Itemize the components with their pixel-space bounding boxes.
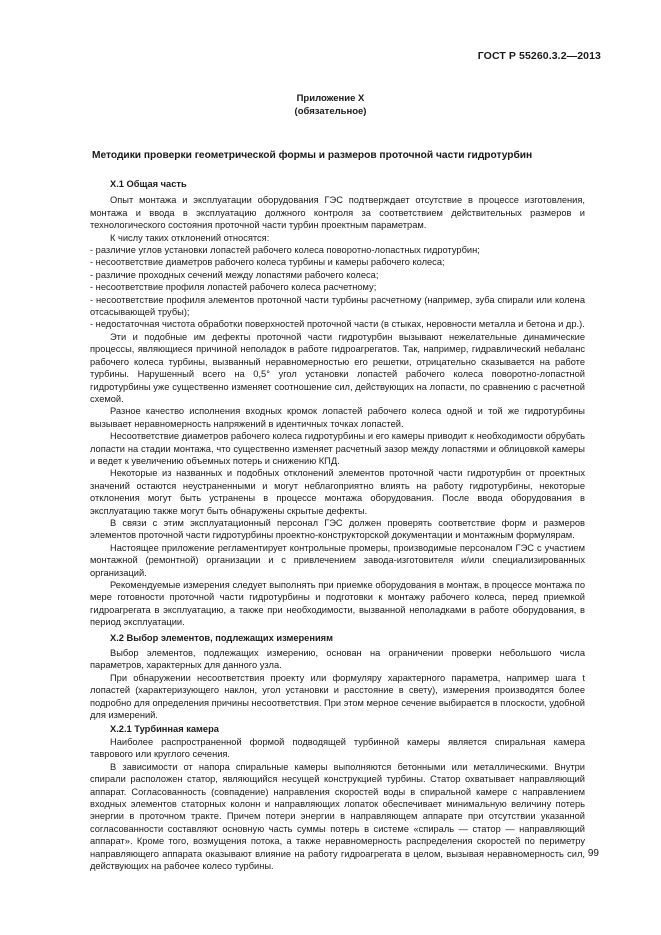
appendix-status: (обязательное) — [294, 106, 367, 117]
list-item: - несоответствие профиля лопастей рабочего колеса расчетному; — [90, 282, 377, 293]
paragraph: К числу таких отклонений относятся: — [110, 232, 270, 243]
paragraph: Некоторые из названных и подобных отклонений элементов проточной части гидротурбин от проектных значений остаются неустраненными и могут неблагоприятно влиять на работу гидротурбины, некоторые отклонения могут быть устранены в процессе монтажа оборудования. После ввода оборудования в эксплуатацию также могут быть обнаружены скрытые дефекты. — [90, 468, 585, 516]
paragraph: В зависимости от напора спиральные камеры выполняются бетонными или металлическими. Внутри спирали расположен статор, являющийся несущей конструкцией турбины. Статор охватывает направляющий аппарат. Согласованность (совпадение) направления скоростей воды в спиральной камере с направлением входных элементов статорных колонн и направляющих лопаток обеспечивает минимальную величину потерь энергии в проточном тракте. Причем потери энергии в направляющем аппарате при отсутствии указанной согласованности составляют основную часть суммы потерь в системе «спираль — статор — направляющий аппарат». Кроме того, возмущения потока, а также неравномерность распределения скоростей по периметру направляющего аппарата оказывают влияние на работу гидроагрегата в целом, вызывая неравномерность сил, действующих на рабочее колесо турбины. — [90, 761, 585, 871]
standard-number: ГОСТ Р 55260.3.2—2013 — [477, 50, 601, 62]
appendix-title: Методики проверки геометрической формы и размеров проточной части гидротурбин — [92, 150, 533, 161]
paragraph: Настоящее приложение регламентирует контрольные промеры, производимые персоналом ГЭС с участием монтажной (ремонтной) организации и с привлечением завода-изготовителя и/или специализированных организаций. — [90, 542, 585, 578]
paragraph: Эти и подобные им дефекты проточной части гидротурбин вызывают нежелательные динамические процессы, являющиеся причиной неполадок в работе гидроагрегатов. Так, например, гидравлический небаланс рабочего колеса турбины, вызванный неравномерностью его решетки, отрицательно сказывается на работе турбины. Нарушенный всего на 0,5° угол установки лопастей рабочего колеса поворотно-лопастной гидротурбины уже существенно изменяет соотношение сил, действующих на лопасти, по сравнению с расчетной схемой. — [90, 331, 585, 404]
section-heading-x2: Х.2 Выбор элементов, подлежащих измерениям — [110, 632, 333, 643]
paragraph: Рекомендуемые измерения следует выполнять при приемке оборудования в монтаж, в процессе монтажа по мере готовности проточной части гидротурбины и подготовки к монтажу рабочего колеса, перед приемкой гидроагрегата в эксплуатацию, а также при необходимости, вызванной неполадками в работе оборудования, в период эксплуатации. — [90, 580, 585, 628]
paragraph: В связи с этим эксплуатационный персонал ГЭС должен проверять соответствие форм и размеров элементов проточной части гидротурбины проектно-конструкторской документации и монтажным формулярам. — [90, 517, 585, 541]
body-text — [90, 178, 585, 872]
list-item: - различие углов установки лопастей рабочего колеса поворотно-лопастных гидротурбин; — [90, 245, 480, 256]
paragraph: При обнаружении несоответствия проекту или формуляру характерного параметра, например шага t лопастей (характеризующего наклон, угол установки и расстояние в свету), измерения производятся более подробно для определения причины несоответствия. При этом мерное сечение выбирается в плоскости, удобной для измерений. — [90, 672, 585, 721]
subsection-heading-x21: Х.2.1 Турбинная камера — [110, 724, 219, 735]
paragraph: Выбор элементов, подлежащих измерению, основан на ограничении проверки небольшого числа параметров, характерных для данного узла. — [90, 648, 585, 671]
list-item: - различие проходных сечений между лопастями рабочего колеса; — [90, 269, 379, 280]
list-item: - недостаточная чистота обработки поверхностей проточной части (в стыках, неровности металла и бетона и др.). — [90, 319, 585, 330]
page-number: 99 — [587, 848, 599, 859]
paragraph: Разное качество исполнения входных кромок лопастей рабочего колеса одной и той же гидротурбины вызывает неравномерность напряжений в идентичных точках лопастей. — [90, 406, 585, 429]
paragraph: Наиболее распространенной формой подводящей турбинной камеры является спиральная камера таврового или круглого сечения. — [90, 736, 585, 760]
list-item: - несоответствие диаметров рабочего колеса турбины и камеры рабочего колеса; — [90, 257, 445, 268]
paragraph: Несоответствие диаметров рабочего колеса гидротурбины и его камеры приводит к необходимости обрубать лопасти на стадии монтажа, что существенно изменяет расчетный зазор между лопастями и облицовкой камеры и ведет к увеличению объемных потерь и снижению КПД. — [90, 431, 585, 466]
paragraph: Опыт монтажа и эксплуатации оборудования ГЭС подтверждает отсутствие в процессе изготовления, монтажа и ввода в эксплуатацию должного контроля за соответствием действительных размеров и технологического состояния проточной части турбин проектным параметрам. — [90, 195, 585, 231]
section-heading-x1: Х.1 Общая часть — [110, 179, 187, 189]
appendix-label: Приложение Х — [296, 93, 365, 104]
appendix-heading — [0, 92, 661, 118]
list-item: - несоответствие профиля элементов проточной части турбины расчетному (например, зуба спирали или колена отсасывающей трубы); — [90, 294, 585, 318]
